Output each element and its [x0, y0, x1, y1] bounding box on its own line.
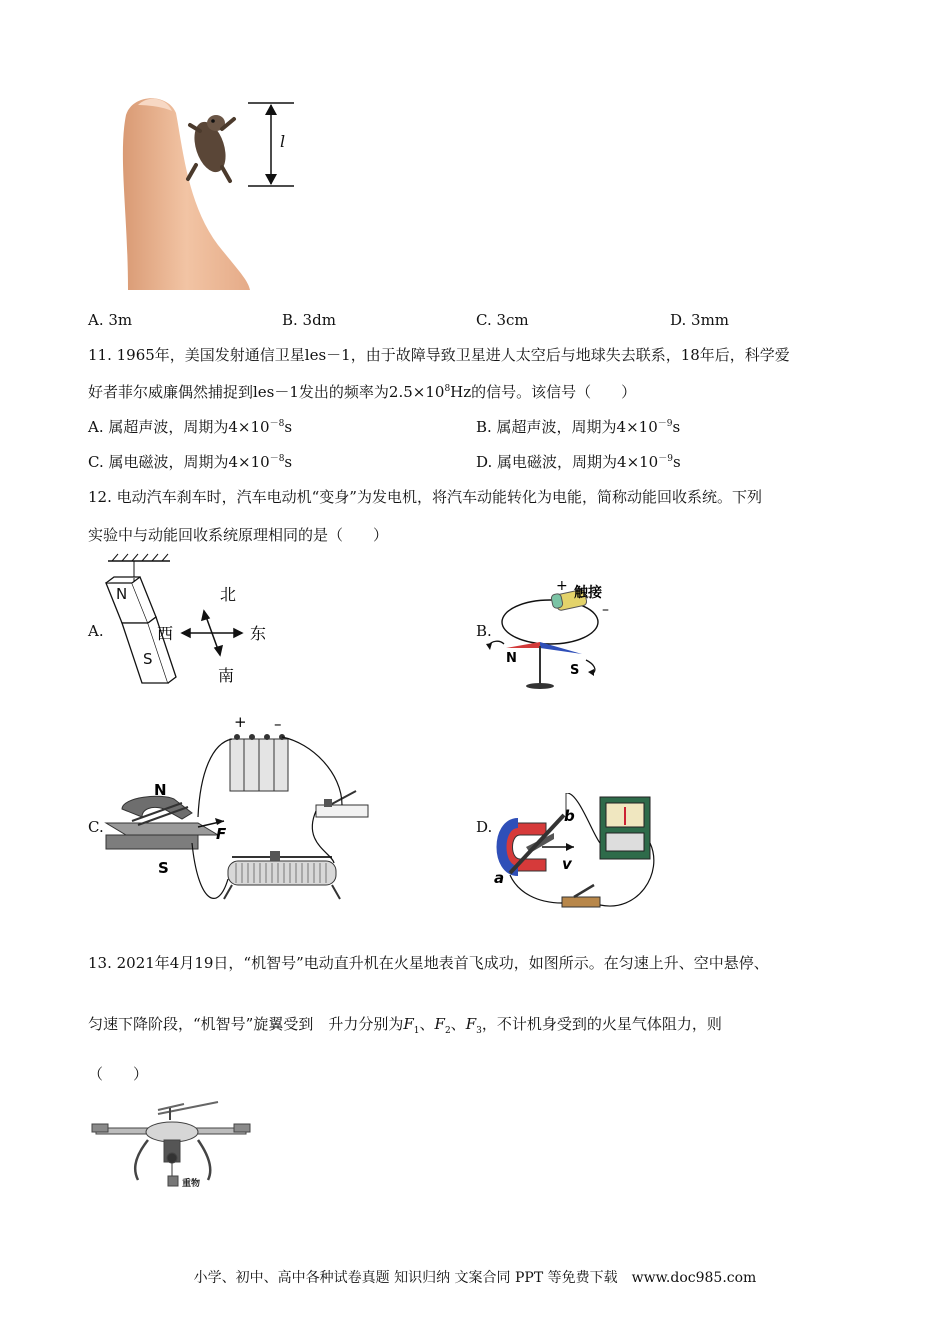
length-marker [248, 103, 294, 186]
q12-option-c-label[interactable]: C. [88, 818, 104, 836]
q12-option-a-label[interactable]: A. [88, 622, 104, 640]
q12-figure-c-motor [102, 713, 377, 913]
wire-loop [502, 600, 598, 644]
fig-d-label-a: a [494, 869, 505, 887]
fig-b-minus: – [602, 602, 609, 618]
fig-b-needle-n: N [506, 651, 517, 666]
fig-a-magnet-s: S [143, 650, 153, 668]
velocity-arrow [542, 843, 574, 851]
q10-option-c[interactable]: C. 3cm [476, 311, 529, 329]
q12-figure-d-generator [488, 793, 658, 915]
horseshoe-magnet-motor [106, 796, 224, 849]
q11-stem-line1: 11. 1965年，美国发射通信卫星les－1，由于故障导致卫星进人太空后与地球失去联系，18年后，科学爱 [88, 346, 790, 364]
fig-d-label-v: v [562, 855, 572, 873]
q12-figure-a-magnet-compass [100, 553, 280, 695]
q10-option-d[interactable]: D. 3mm [670, 311, 730, 329]
page-footer: 小学、初中、高中各种试卷真题 知识归纳 文案合同 PPT 等免费下载 www.doc985.com [193, 1270, 757, 1286]
q13-drone-figure [88, 1100, 253, 1192]
fig-c-magnet-s: S [158, 859, 169, 877]
q11-option-c[interactable]: C. 属电磁波，周期为$4\times 10^{-8}s$ [88, 453, 293, 471]
fig-a-west-label: 西 [157, 624, 174, 643]
q11-stem-line2: 好者菲尔威廉偶然捕捉到les－1发出的频率为$2.5\times 10^8Hz$的信号。该信号（ ） [88, 383, 637, 401]
fig-a-north-label: 北 [220, 585, 237, 604]
battery-pack-icon [230, 734, 288, 791]
fig-d-label-b: b [564, 807, 575, 825]
fig-c-magnet-n: N [154, 781, 167, 799]
rheostat-icon [224, 851, 340, 899]
thumb-shape [123, 98, 250, 290]
q10-option-b[interactable]: B. 3dm [282, 311, 336, 329]
frog-thumb-figure [88, 95, 313, 290]
q13-answer-paren: （ ） [88, 1065, 149, 1083]
q12-stem-line2: 实验中与动能回收系统原理相同的是（ ） [88, 526, 389, 544]
q11-option-b[interactable]: B. 属超声波，周期为$4\times 10^{-9}s$ [476, 418, 681, 436]
compass-arrows-icon [182, 611, 242, 655]
fig-a-south-label: 南 [218, 666, 235, 685]
switch-icon [562, 885, 600, 907]
q12-option-d-label[interactable]: D. [476, 818, 493, 836]
fig-c-plus: + [234, 713, 247, 731]
drone-weight-label: 重物 [182, 1179, 201, 1189]
fig-a-east-label: 东 [250, 624, 267, 643]
ceiling-hatch [108, 554, 170, 561]
q13-stem-line2: 匀速下降阶段，“机智号”旋翼受到 升力分别为$F_1$、$F_2$、$F_3$，不计机身受到的火星气体阻力，则 [88, 1015, 722, 1036]
q11-option-a[interactable]: A. 属超声波，周期为$4\times 10^{-8}s$ [88, 418, 293, 436]
q13-stem-line1: 13. 2021年4月19日，“机智号”电动直升机在火星地表首飞成功，如图所示。在匀速上升、空中悬停、 [88, 954, 769, 972]
q10-option-a[interactable]: A. 3m [88, 311, 133, 329]
fig-b-needle-s: S [570, 663, 580, 678]
frog-icon [188, 115, 234, 181]
fig-b-touch-label: 触接 [574, 585, 602, 601]
fig-c-force-label: F [216, 825, 227, 843]
length-label: l [280, 132, 286, 151]
q12-stem-line1: 12. 电动汽车刹车时，汽车电动机“变身”为发电机，将汽车动能转化为电能，简称动能回收系统。下列 [88, 488, 762, 506]
drone-icon [92, 1102, 250, 1186]
q12-figure-b-oersted [478, 570, 618, 695]
q11-option-d[interactable]: D. 属电磁波，周期为$4\times 10^{-9}s$ [476, 453, 681, 471]
fig-b-plus: + [556, 578, 568, 594]
q12-option-b-label[interactable]: B. [476, 622, 492, 640]
galvanometer-icon [600, 797, 650, 859]
fig-c-minus: – [274, 715, 282, 733]
fig-a-magnet-n: N [116, 585, 128, 603]
